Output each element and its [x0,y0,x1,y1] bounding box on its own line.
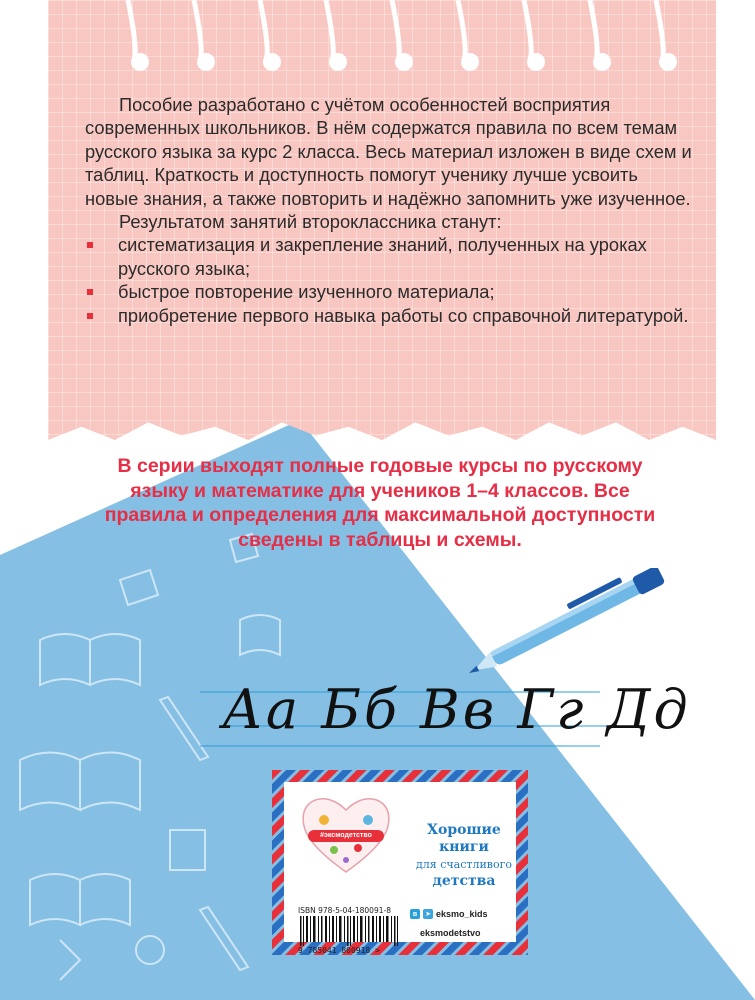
binder-holes [48,0,716,90]
list-item: систематизация и закрепление знаний, полученных на уроках русского языка; [85,233,695,280]
social-handle[interactable]: eksmo_kids [436,909,488,919]
bullet-icon [87,313,93,319]
barcode-number: 9 785041 800918 > [298,946,380,955]
bullet-icon [87,289,93,295]
hashtag-label: #эксмодетство [308,830,384,842]
publisher-stamp [272,770,528,955]
results-list [85,233,695,327]
social-links [410,909,488,919]
list-item: приобретение первого навыка работы со справочной литературой. [85,304,695,327]
publisher-slogan: Хорошие книги для счастливого детства [416,822,512,889]
isbn-text: ISBN 978-5-04-180091-8 [298,906,391,915]
barcode [298,916,408,946]
site-handle[interactable]: eksmodetstvo [420,928,481,938]
stamp-panel [284,782,516,955]
cursive-letters: Аа Бб Вв Гг Дд [222,678,691,741]
description-text [85,93,695,327]
telegram-icon[interactable]: ➤ [423,909,433,919]
vk-icon[interactable]: в [410,909,420,919]
description-paragraph: Пособие разработано с учётом особенностей восприятия современных школьников. В нём содержатся правила по всем темам русского языка за курс 2 класса. Весь материал изложен в виде схем и таблиц. Краткость и доступность помогут ученику лучше усвоить новые знания, а также повторить и надёжно запомнить уже изученное. [85,94,692,209]
bullet-icon [87,242,93,248]
series-text: В серии выходят полные годовые курсы по русскому языку и математике для учеников 1–4 классов. Все правила и определения для максимальной доступности сведены в таблицы и схемы. [104,455,656,551]
results-heading: Результатом занятий второклассника станут: [119,211,502,233]
cursive-alphabet [200,670,691,760]
pen-icon [455,568,680,678]
list-item: быстрое повторение изученного материала; [85,280,695,303]
